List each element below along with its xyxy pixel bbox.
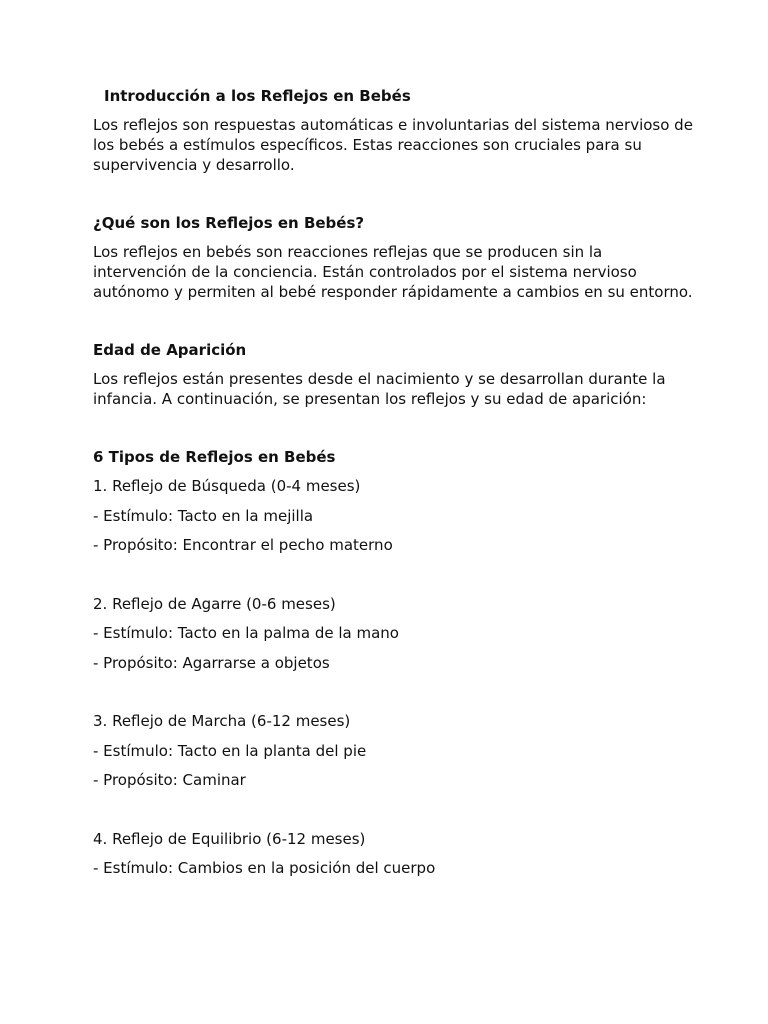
reflex-name: 1. Reflejo de Búsqueda (0-4 meses) bbox=[93, 477, 361, 495]
document-page bbox=[93, 86, 693, 888]
reflex-stimulus: - Estímulo: Tacto en la mejilla bbox=[93, 506, 314, 525]
section-heading-types: 6 Tipos de Reflejos en Bebés bbox=[93, 448, 336, 466]
section-heading-what-are: ¿Qué son los Reflejos en Bebés? bbox=[93, 214, 365, 232]
reflex-name: 2. Reflejo de Agarre (0-6 meses) bbox=[93, 594, 336, 613]
reflex-item bbox=[93, 711, 693, 790]
section-text-what-are: Los reflejos en bebés son reacciones reflejas que se producen sin la intervención de la conciencia. Están controlados por el sistema nervioso autónomo y permiten al bebé responder rápidamente a cambios en su entorno. bbox=[93, 243, 693, 301]
reflex-purpose: - Propósito: Agarrarse a objetos bbox=[93, 653, 330, 672]
reflex-purpose: - Propósito: Encontrar el pecho materno bbox=[93, 536, 393, 554]
section-text-age: Los reflejos están presentes desde el nacimiento y se desarrollan durante la infancia. A continuación, se presentan los reflejos y su edad de aparición: bbox=[93, 370, 666, 408]
document-title: Introducción a los Reflejos en Bebés bbox=[104, 87, 411, 105]
reflex-name: 3. Reflejo de Marcha (6-12 meses) bbox=[93, 712, 351, 730]
reflex-purpose: - Propósito: Caminar bbox=[93, 771, 246, 789]
reflex-stimulus: - Estímulo: Tacto en la planta del pie bbox=[93, 741, 367, 760]
reflex-item bbox=[93, 829, 693, 879]
intro-paragraph: Los reflejos son respuestas automáticas e involuntarias del sistema nervioso de los bebés a estímulos específicos. Estas reacciones son cruciales para su supervivencia y desarrollo. bbox=[93, 116, 693, 174]
reflex-stimulus: - Estímulo: Cambios en la posición del cuerpo bbox=[93, 859, 436, 877]
reflex-item bbox=[93, 594, 693, 673]
reflex-stimulus: - Estímulo: Tacto en la palma de la mano bbox=[93, 624, 399, 642]
reflex-name: 4. Reflejo de Equilibrio (6-12 meses) bbox=[93, 829, 366, 848]
section-heading-age: Edad de Aparición bbox=[93, 341, 247, 359]
reflex-item bbox=[93, 476, 693, 555]
